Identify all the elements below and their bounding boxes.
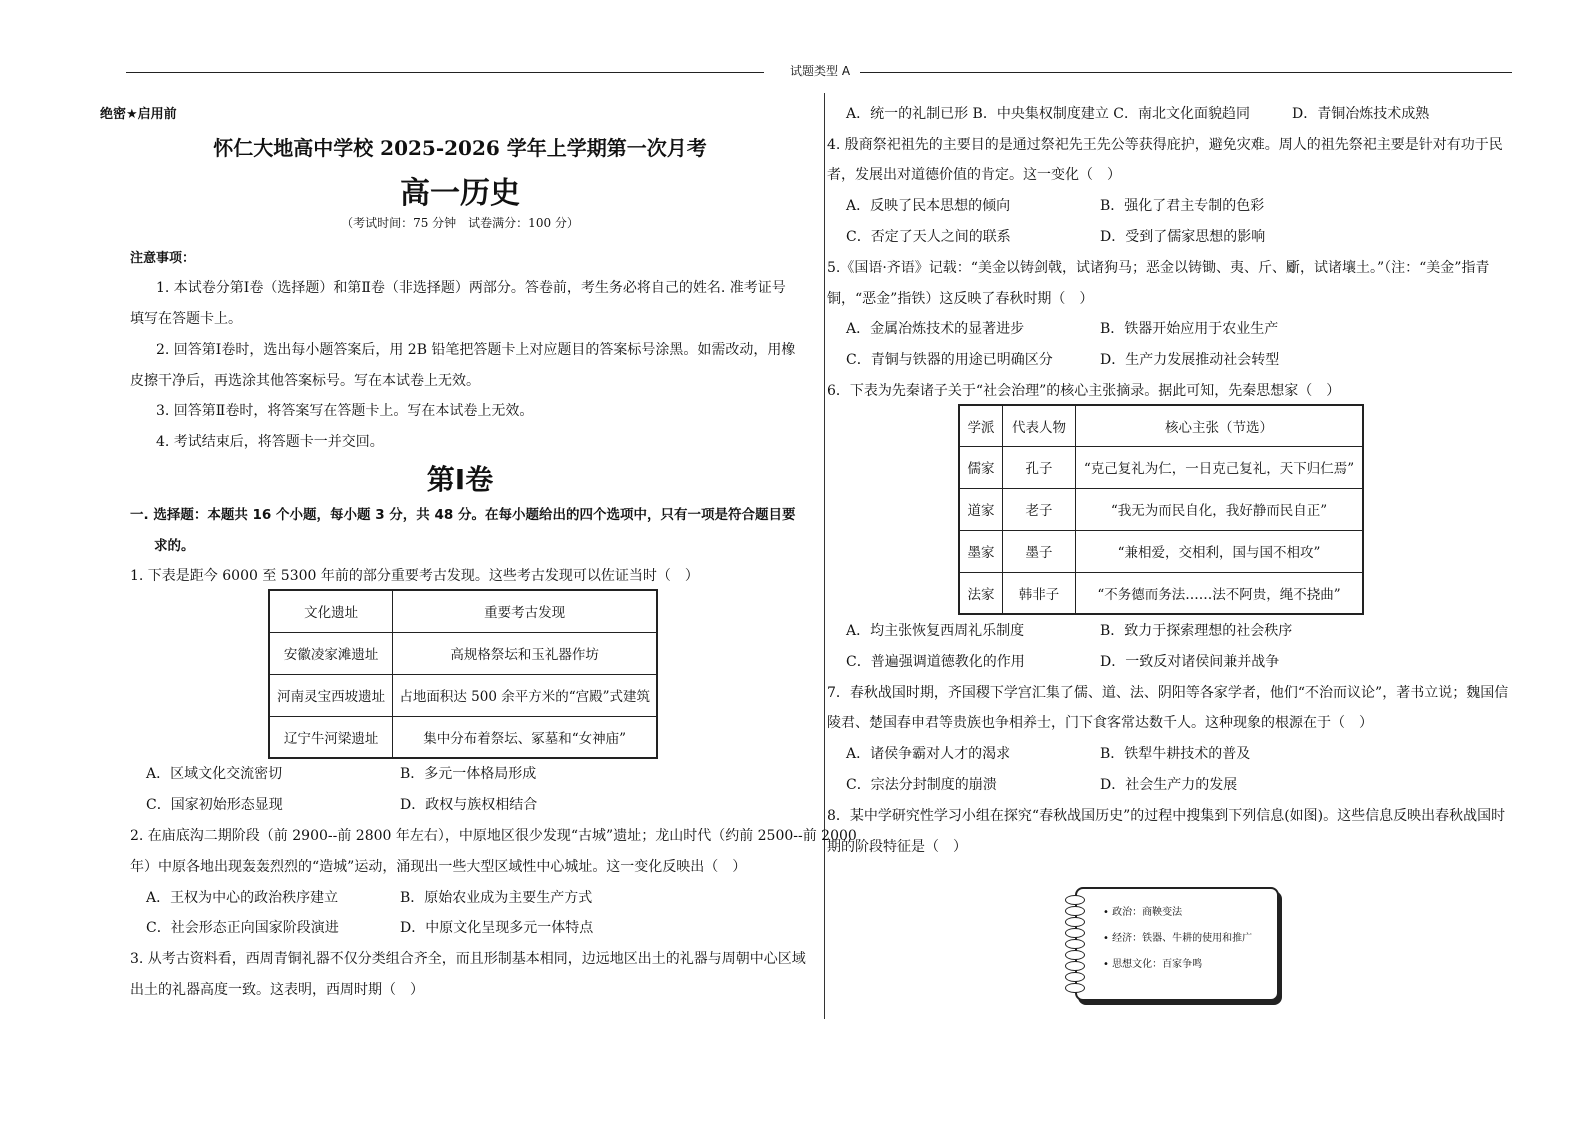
notebook-item: • 经济：铁器、牛耕的使用和推广 bbox=[1103, 933, 1253, 944]
q3-stem: 3. 从考古资料看，西周青铜礼器不仅分类组合齐全，而且形制基本相同，边远地区出土的礼器与周朝中心区域 bbox=[130, 951, 806, 967]
q1-option-c: C．国家初始形态显现 bbox=[146, 797, 283, 813]
spiral-ring-icon bbox=[1065, 972, 1085, 982]
q6-table bbox=[958, 404, 1364, 615]
volume-title: 第Ⅰ卷 bbox=[426, 463, 494, 496]
table-header: 重要考古发现 bbox=[393, 590, 657, 632]
q7-stem: 7．春秋战国时期，齐国稷下学宫汇集了儒、道、法、阴阳等各家学者，他们“不治而议论”，著书立说；魏国信 bbox=[827, 685, 1509, 701]
table-cell: 辽宁牛河梁遗址 bbox=[269, 716, 393, 758]
q6-stem: 6．下表为先秦诸子关于“社会治理”的核心主张摘录。据此可知，先秦思想家（ ） bbox=[827, 383, 1341, 399]
q8-stem: 8．某中学研究性学习小组在探究“春秋战国历史”的过程中搜集到下列信息(如图)。这些信息反映出春秋战国时 bbox=[827, 808, 1506, 824]
column-divider bbox=[824, 93, 825, 1019]
q2-stem: 2. 在庙底沟二期阶段（前 2900--前 2800 年左右），中原地区很少发现“古城”遗址；龙山时代（约前 2500--前 2000 bbox=[130, 828, 857, 844]
q2-option-b: B．原始农业成为主要生产方式 bbox=[400, 890, 593, 906]
note-line: 填写在答题卡上。 bbox=[130, 311, 242, 327]
notes-heading: 注意事项： bbox=[130, 251, 196, 266]
note-line: 1. 本试卷分第Ⅰ卷（选择题）和第Ⅱ卷（非选择题）两部分。答卷前，考生务必将自己的姓名. 准考证号 bbox=[156, 280, 786, 296]
note-line: 3. 回答第Ⅱ卷时，将答案写在答题卡上。写在本试卷上无效。 bbox=[156, 403, 534, 419]
exam-type-label: 试题类型 A bbox=[790, 64, 851, 78]
school-title: 怀仁大地高中学校 2025-2026 学年上学期第一次月考 bbox=[213, 136, 707, 160]
header-rule-left bbox=[126, 72, 764, 73]
table-cell: 墨子 bbox=[1003, 530, 1076, 572]
notebook-item: • 政治：商鞅变法 bbox=[1103, 907, 1183, 918]
table-header: 核心主张（节选） bbox=[1076, 405, 1364, 446]
q5-stem: 5.《国语·齐语》记载：“美金以铸剑戟，试诸狗马；恶金以铸锄、夷、斤、斸，试诸壤土。”（注：“美金”指青 bbox=[827, 260, 1490, 276]
table-cell: 集中分布着祭坛、冢墓和“女神庙” bbox=[393, 716, 657, 758]
table-cell: 高规格祭坛和玉礼器作坊 bbox=[393, 632, 657, 674]
q4-option-d: D．受到了儒家思想的影响 bbox=[1100, 229, 1266, 245]
q2-option-d: D．中原文化呈现多元一体特点 bbox=[400, 920, 594, 936]
secret-label: 绝密★启用前 bbox=[100, 107, 177, 122]
q6-option-d: D．一致反对诸侯间兼并战争 bbox=[1100, 654, 1280, 670]
table-cell: 法家 bbox=[959, 572, 1003, 614]
q2-stem-cont: 年）中原各地出现轰轰烈烈的“造城”运动，涌现出一些大型区域性中心城址。这一变化反映出（ ） bbox=[130, 859, 747, 875]
table-cell: 墨家 bbox=[959, 530, 1003, 572]
q3-options: A．统一的礼制已形 B．中央集权制度建立 C．南北文化面貌趋同 D．青铜冶炼技术成熟 bbox=[846, 106, 1430, 122]
q1-option-a: A．区域文化交流密切 bbox=[146, 766, 283, 782]
q4-stem: 4. 殷商祭祀祖先的主要目的是通过祭祀先王先公等获得庇护，避免灾难。周人的祖先祭祀主要是针对有功于民 bbox=[827, 137, 1503, 153]
section-intro: 一. 选择题：本题共 16 个小题，每小题 3 分，共 48 分。在每小题给出的四个选项中，只有一项是符合题目要 bbox=[130, 507, 796, 523]
q2-option-a: A．王权为中心的政治秩序建立 bbox=[146, 890, 339, 906]
table-cell: “兼相爱，交相利，国与国不相攻” bbox=[1076, 530, 1364, 572]
q5-option-a: A．金属冶炼技术的显著进步 bbox=[846, 321, 1025, 337]
spiral-ring-icon bbox=[1065, 950, 1085, 960]
q4-stem-cont: 者，发展出对道德价值的肯定。这一变化（ ） bbox=[827, 167, 1121, 183]
q7-option-d: D．社会生产力的发展 bbox=[1100, 777, 1238, 793]
subject-title: 高一历史 bbox=[400, 176, 520, 211]
table-cell: “克己复礼为仁，一日克己复礼，天下归仁焉” bbox=[1076, 446, 1364, 488]
q7-option-b: B．铁犁牛耕技术的普及 bbox=[1100, 746, 1251, 762]
table-cell: 老子 bbox=[1003, 488, 1076, 530]
exam-info: （考试时间：75 分钟 试卷满分：100 分） bbox=[341, 216, 579, 230]
notebook-item: • 思想文化：百家争鸣 bbox=[1103, 959, 1203, 970]
section-intro-cont: 求的。 bbox=[154, 538, 195, 554]
q4-option-a: A．反映了民本思想的倾向 bbox=[846, 198, 1011, 214]
table-cell: “我无为而民自化，我好静而民自正” bbox=[1076, 488, 1364, 530]
q1-table bbox=[268, 589, 658, 759]
q5-option-b: B．铁器开始应用于农业生产 bbox=[1100, 321, 1279, 337]
header-rule-right bbox=[860, 72, 1512, 73]
q4-option-b: B．强化了君主专制的色彩 bbox=[1100, 198, 1265, 214]
q6-option-b: B．致力于探索理想的社会秩序 bbox=[1100, 623, 1293, 639]
q7-option-a: A．诸侯争霸对人才的渴求 bbox=[846, 746, 1011, 762]
table-cell: 安徽凌家滩遗址 bbox=[269, 632, 393, 674]
q8-stem-cont: 期的阶段特征是（ ） bbox=[827, 839, 967, 855]
table-header: 代表人物 bbox=[1003, 405, 1076, 446]
note-line: 皮擦干净后，再选涂其他答案标号。写在本试卷上无效。 bbox=[130, 373, 480, 389]
q6-option-c: C．普遍强调道德教化的作用 bbox=[846, 654, 1025, 670]
table-cell: 韩非子 bbox=[1003, 572, 1076, 614]
table-cell: 河南灵宝西坡遗址 bbox=[269, 674, 393, 716]
q1-option-d: D．政权与族权相结合 bbox=[400, 797, 538, 813]
spiral-ring-icon bbox=[1065, 928, 1085, 938]
table-cell: 道家 bbox=[959, 488, 1003, 530]
table-cell: “不务德而务法……法不阿贵，绳不挠曲” bbox=[1076, 572, 1364, 614]
q1-option-b: B．多元一体格局形成 bbox=[400, 766, 537, 782]
notebook-figure bbox=[1075, 887, 1279, 1001]
q7-stem-cont: 陵君、楚国春申君等贵族也争相养士，门下食客常达数千人。这种现象的根源在于（ ） bbox=[827, 715, 1373, 731]
q7-option-c: C．宗法分封制度的崩溃 bbox=[846, 777, 997, 793]
table-cell: 占地面积达 500 余平方米的“宫殿”式建筑 bbox=[393, 674, 657, 716]
q2-option-c: C．社会形态正向国家阶段演进 bbox=[146, 920, 339, 936]
spiral-ring-icon bbox=[1065, 906, 1085, 916]
q5-stem-cont: 铜，“恶金”指铁）这反映了春秋时期（ ） bbox=[827, 291, 1094, 307]
table-header: 学派 bbox=[959, 405, 1003, 446]
spiral-ring-icon bbox=[1065, 917, 1085, 927]
table-header: 文化遗址 bbox=[269, 590, 393, 632]
q5-option-d: D．生产力发展推动社会转型 bbox=[1100, 352, 1280, 368]
spiral-ring-icon bbox=[1065, 895, 1085, 905]
spiral-ring-icon bbox=[1065, 961, 1085, 971]
table-cell: 儒家 bbox=[959, 446, 1003, 488]
q4-option-c: C．否定了天人之间的联系 bbox=[846, 229, 1011, 245]
note-line: 4. 考试结束后，将答题卡一并交回。 bbox=[156, 434, 384, 450]
q5-option-c: C．青铜与铁器的用途已明确区分 bbox=[846, 352, 1053, 368]
spiral-ring-icon bbox=[1065, 939, 1085, 949]
q6-option-a: A．均主张恢复西周礼乐制度 bbox=[846, 623, 1025, 639]
table-cell: 孔子 bbox=[1003, 446, 1076, 488]
note-line: 2. 回答第Ⅰ卷时，选出每小题答案后，用 2B 铅笔把答题卡上对应题目的答案标号涂黑。如需改动，用橡 bbox=[156, 342, 796, 358]
spiral-ring-icon bbox=[1065, 983, 1085, 993]
q3-stem-cont: 出土的礼器高度一致。这表明，西周时期（ ） bbox=[130, 982, 424, 998]
q1-stem: 1. 下表是距今 6000 至 5300 年前的部分重要考古发现。这些考古发现可以佐证当时（ ） bbox=[130, 568, 699, 584]
